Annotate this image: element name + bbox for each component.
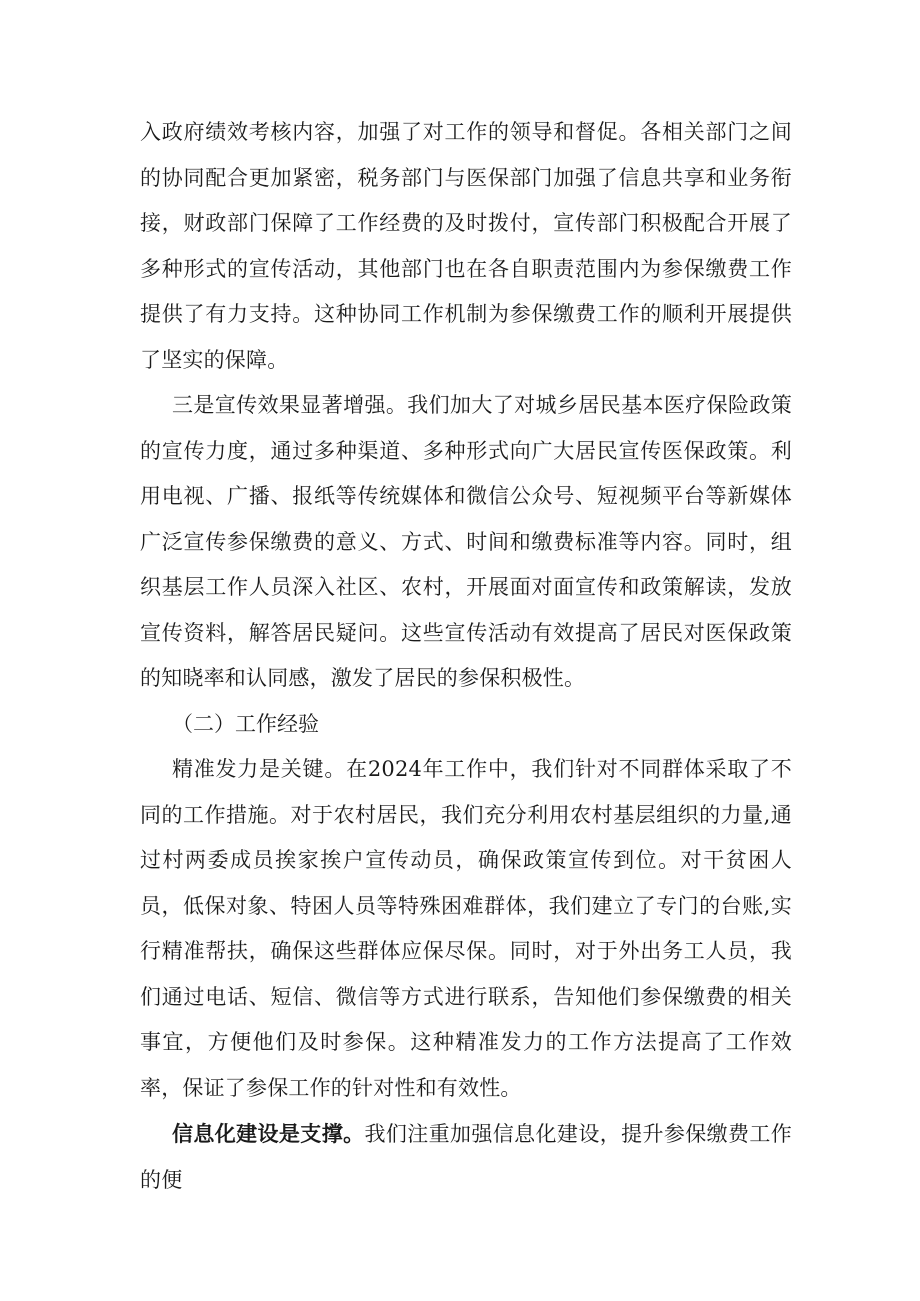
paragraph-coordination: 入政府绩效考核内容，加强了对工作的领导和督促。各相关部门之间的协同配合更加紧密，税务部门与医保部门加强了信息共享和业务衔接，财政部门保障了工作经费的及时拨付，宣传部门积极配合开展了多种形式的宣传活动，其他部门也在各自职责范围内为参保缴费工作提供了有力支持。这种协同工作机制为参保缴费工作的顺利开展提供了坚实的保障。 [140, 120, 792, 372]
paragraph-lead-text: 信息化建设是支撑。 [172, 1121, 365, 1146]
paragraph-informatization [140, 1111, 792, 1203]
document-body [140, 110, 792, 1203]
paragraph-body-text: 我们注重加强信息化建设，提升参保缴费工作的便 [140, 1122, 792, 1192]
paragraph-precise-effort: 精准发力是关键。在2024年工作中，我们针对不同群体采取了不同的工作措施。对于农村居民，我们充分利用农村基层组织的力量,通过村两委成员挨家挨户宣传动员，确保政策宣传到位。对干贫困人员，低保对象、特困人员等特殊困难群体，我们建立了专门的台账,实行精准帮扶，确保这些群体应保尽保。同时，对于外出务工人员，我们通过电话、短信、微信等方式进行联系，告知他们参保缴费的相关事宜，方便他们及时参保。这种精准发力的工作方法提高了工作效率，保证了参保工作的针对性和有效性。 [140, 757, 792, 1100]
paragraph-publicity: 三是宣传效果显著增强。我们加大了对城乡居民基本医疗保险政策的宣传力度，通过多种渠道、多种形式向广大居民宣传医保政策。利用电视、广播、报纸等传统媒体和微信公众号、短视频平台等新媒体广泛宣传参保缴费的意义、方式、时间和缴费标准等内容。同时，组织基层工作人员深入社区、农村，开展面对面宣传和政策解读，发放宣传资料，解答居民疑问。这些宣传活动有效提高了居民对医保政策的知晓率和认同感，激发了居民的参保积极性。 [140, 393, 792, 690]
section-heading-work-experience: （二）工作经验 [172, 711, 319, 736]
